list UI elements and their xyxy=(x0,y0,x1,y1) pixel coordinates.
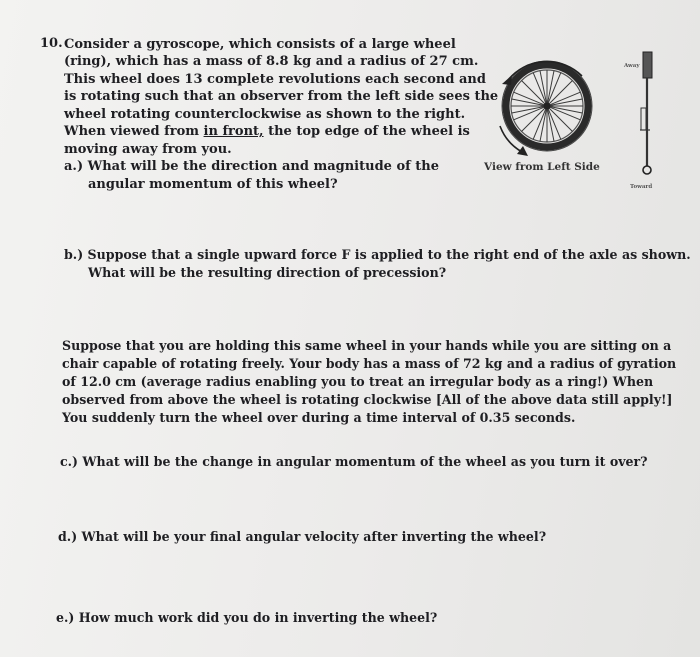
chair-line-2: chair capable of rotating freely. Your body has a mass of 72 kg and a radius of gyration xyxy=(62,356,677,371)
in-front-underlined: in front, xyxy=(203,124,264,139)
chair-line-4: observed from above the wheel is rotating clockwise [All of the above data still apply!] xyxy=(62,392,673,407)
label-away: Away xyxy=(624,63,640,69)
label-toward: Toward xyxy=(630,184,653,190)
intro-line-2: (ring), which has a mass of 8.8 kg and a radius of 27 cm. xyxy=(64,54,479,69)
intro-line-6-start: When viewed from xyxy=(64,124,204,139)
wheel-diagram xyxy=(470,50,630,165)
chair-line-5: You suddenly turn the wheel over during a time interval of 0.35 seconds. xyxy=(62,410,576,425)
question-d: d.) What will be your final angular velocity after inverting the wheel? xyxy=(58,529,547,544)
figure-caption: View from Left Side xyxy=(484,161,600,173)
chair-line-1: Suppose that you are holding this same wheel in your hands while you are sitting on a xyxy=(62,338,672,353)
question-a-line-2: angular momentum of this wheel? xyxy=(88,177,338,192)
side-view-diagram xyxy=(626,48,666,188)
intro-line-1: Consider a gyroscope, which consists of a large wheel xyxy=(64,37,456,52)
intro-line-6 xyxy=(64,123,470,140)
intro-line-7: moving away from you. xyxy=(64,142,232,157)
rotation-arrowhead-top xyxy=(502,75,512,85)
rotation-arrowhead-bottom xyxy=(517,146,528,156)
question-e: e.) How much work did you do in inverting the wheel? xyxy=(56,610,438,625)
question-a-line-1: a.) What will be the direction and magnitude of the xyxy=(64,159,439,174)
question-b-line-1: b.) Suppose that a single upward force F is applied to the right end of the axle as shown. xyxy=(64,247,691,262)
problem-number: 10. xyxy=(40,36,63,51)
chair-line-3: of 12.0 cm (average radius enabling you to treat an irregular body as a ring!) When xyxy=(62,374,654,389)
intro-line-5: wheel rotating counterclockwise as shown to the right. xyxy=(64,107,466,122)
intro-line-6-end: the top edge of the wheel is xyxy=(263,124,470,139)
question-c: c.) What will be the change in angular momentum of the wheel as you turn it over? xyxy=(60,454,648,469)
axle-end-bottom xyxy=(643,166,651,174)
intro-line-3: This wheel does 13 complete revolutions each second and xyxy=(64,72,486,87)
question-b-line-2: What will be the resulting direction of precession? xyxy=(88,265,447,280)
wheel-hub xyxy=(544,103,551,110)
intro-line-4: is rotating such that an observer from the left side sees the xyxy=(64,89,499,104)
wheel-edge-top xyxy=(643,52,652,78)
axle-mount xyxy=(641,108,646,130)
